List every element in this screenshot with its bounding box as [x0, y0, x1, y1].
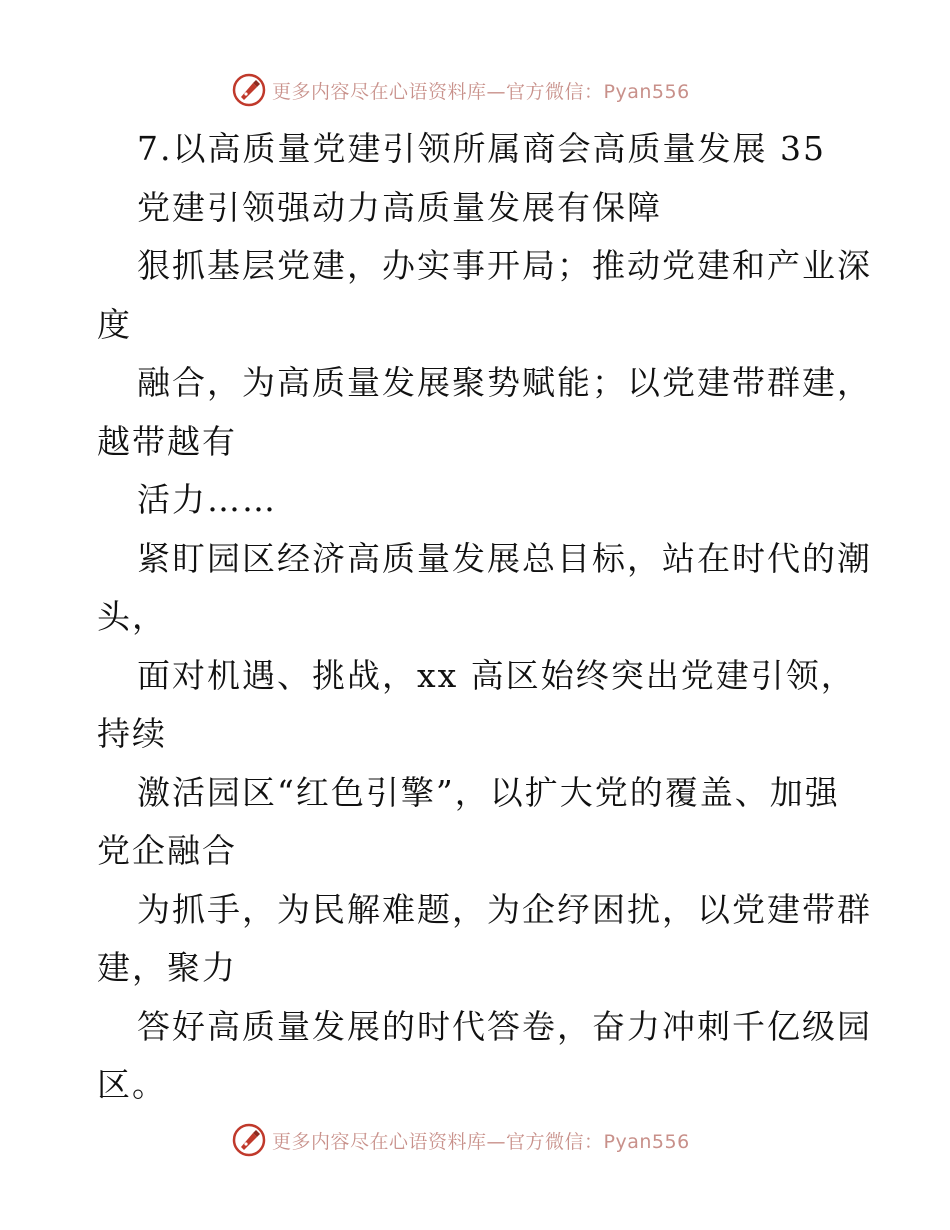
footer-banner [232, 1120, 690, 1160]
paragraph-line: 答好高质量发展的时代答卷，奋力冲刺千亿级园 [137, 1006, 872, 1046]
header-banner [232, 70, 690, 110]
paragraph-line: 7.以高质量党建引领所属商会高质量发展 35 [137, 129, 826, 168]
red-pen-nib-logo-icon [232, 73, 266, 107]
paragraph-line: 狠抓基层党建，办实事开局；推动党建和产业深 [137, 246, 872, 285]
paragraph-line: 激活园区“红色引擎”，以扩大党的覆盖、加强 [137, 772, 840, 812]
paragraph-line: 紧盯园区经济高质量发展总目标，站在时代的潮 [137, 538, 872, 578]
paragraph-line: 党企融合 [97, 831, 237, 870]
paragraph-line: 活力…… [137, 480, 277, 519]
footer-banner-text: 更多内容尽在心语资料库—官方微信：Pyan556 [272, 1130, 690, 1153]
header-banner-text: 更多内容尽在心语资料库—官方微信：Pyan556 [272, 80, 690, 103]
red-pen-nib-logo-icon [232, 1123, 266, 1157]
document-body [97, 120, 872, 1115]
paragraph-line: 面对机遇、挑战，xx 高区始终突出党建引领， [137, 655, 856, 695]
paragraph-line: 越带越有 [97, 421, 237, 461]
paragraph-line: 为抓手，为民解难题，为企纾困扰，以党建带群 [137, 889, 872, 929]
paragraph-line: 建，聚力 [97, 948, 237, 987]
paragraph-line: 融合，为高质量发展聚势赋能；以党建带群建， [137, 363, 872, 402]
paragraph-line: 度 [97, 304, 132, 344]
paragraph-line: 头， [97, 597, 167, 636]
paragraph-line: 党建引领强动力高质量发展有保障 [137, 187, 662, 227]
paragraph-line: 持续 [97, 714, 167, 753]
paragraph-line: 区。 [97, 1065, 167, 1104]
